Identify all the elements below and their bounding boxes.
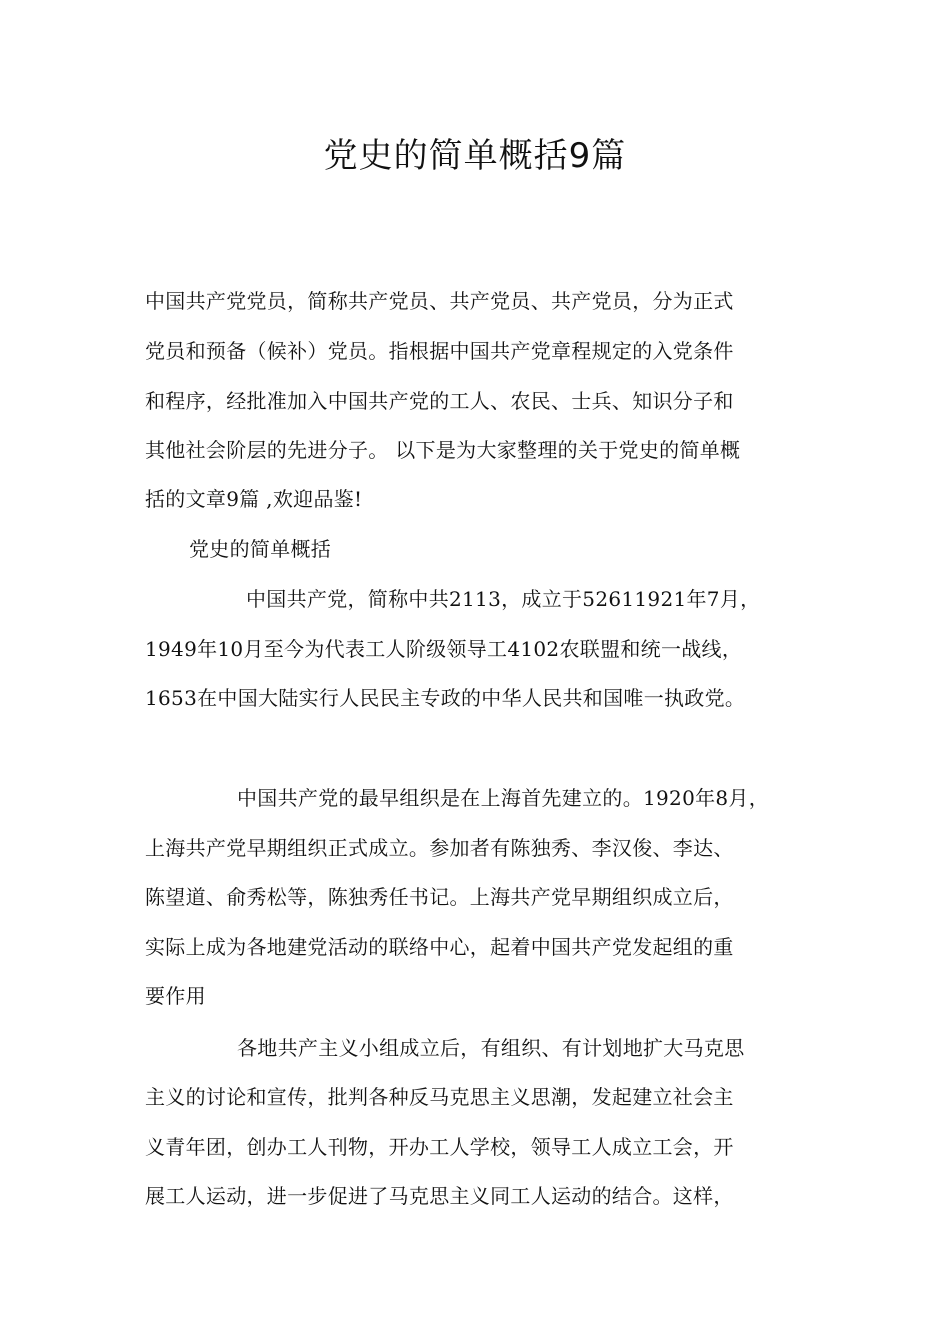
para2-line-4: 实际上成为各地建党活动的联络中心，起着中国共产党发起组的重 xyxy=(145,935,734,959)
para2-line-3: 陈望道、俞秀松等，陈独秀任书记。上海共产党早期组织成立后， xyxy=(145,885,734,909)
para2-line-1: 中国共产党的最早组织是在上海首先建立的。1920年8月， xyxy=(237,786,770,810)
para3-line-1: 各地共产主义小组成立后，有组织、有计划地扩大马克思 xyxy=(237,1036,745,1060)
para1-line-1: 中国共产党，简称中共2113，成立于52611921年7月， xyxy=(246,587,761,611)
para2-line-2: 上海共产党早期组织正式成立。参加者有陈独秀、李汉俊、李达、 xyxy=(145,836,734,860)
intro-line-3: 和程序，经批准加入中国共产党的工人、农民、士兵、知识分子和 xyxy=(145,389,734,413)
intro-line-4: 其他社会阶层的先进分子。 以下是为大家整理的关于党史的简单概 xyxy=(145,438,741,462)
intro-line-5: 括的文章9篇 ,欢迎品鉴! xyxy=(145,487,363,511)
section-heading: 党史的简单概括 xyxy=(189,537,332,561)
para2-line-5: 要作用 xyxy=(145,984,206,1008)
para3-line-3: 义青年团，创办工人刊物，开办工人学校，领导工人成立工会，开 xyxy=(145,1135,734,1159)
para1-line-3: 1653在中国大陆实行人民民主专政的中华人民共和国唯一执政党。 xyxy=(145,686,746,710)
document-title: 党史的简单概括9篇 xyxy=(323,136,627,176)
para1-line-2: 1949年10月至今为代表工人阶级领导工4102农联盟和统一战线， xyxy=(145,637,743,661)
intro-line-1: 中国共产党党员，简称共产党员、共产党员、共产党员，分为正式 xyxy=(145,289,734,313)
para3-line-2: 主义的讨论和宣传，批判各种反马克思主义思潮，发起建立社会主 xyxy=(145,1085,734,1109)
para3-line-4: 展工人运动，进一步促进了马克思主义同工人运动的结合。这样， xyxy=(145,1184,734,1208)
intro-line-2: 党员和预备（候补）党员。指根据中国共产党章程规定的入党条件 xyxy=(145,339,734,363)
